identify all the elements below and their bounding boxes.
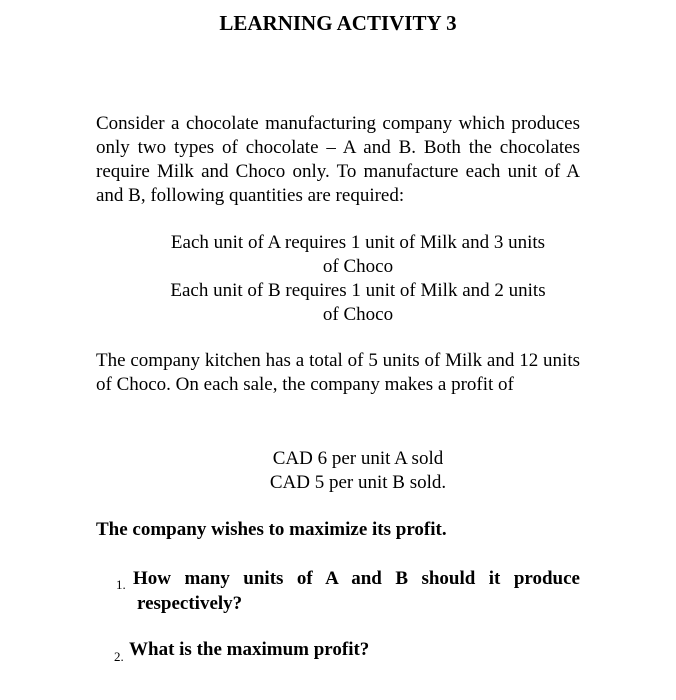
requirement-b — [150, 279, 566, 327]
requirement-b-line1: Each unit of B requires 1 unit of Milk and 2 units — [170, 280, 546, 301]
requirement-a-line2: of Choco — [322, 256, 394, 277]
question-1-line2: respectively? — [137, 593, 243, 614]
page-title: LEARNING ACTIVITY 3 — [219, 11, 457, 35]
requirement-b-line2: of Choco — [322, 304, 394, 325]
profit-a: CAD 6 per unit A sold — [272, 448, 444, 469]
goal-statement: The company wishes to maximize its profit. — [96, 519, 447, 540]
intro-paragraph: Consider a chocolate manufacturing company which produces only two types of chocolate – A and B. Both the chocolates require Milk and Choco only. To manufacture each unit of A and B, following quantities are required: — [96, 113, 580, 206]
kitchen-paragraph: The company kitchen has a total of 5 units of Milk and 12 units of Choco. On each sale, the company makes a profit of — [96, 350, 580, 395]
requirement-a-line1: Each unit of A requires 1 unit of Milk and 3 units — [170, 232, 546, 253]
requirement-a — [150, 231, 566, 279]
question-1-number: 1. — [116, 577, 126, 592]
profit-list — [0, 447, 676, 495]
question-2-text: What is the maximum profit? — [129, 639, 370, 660]
profit-b: CAD 5 per unit B sold. — [269, 472, 447, 493]
question-2-number: 2. — [114, 649, 124, 664]
question-1-line1: How many units of A and B should it produce — [133, 568, 580, 589]
